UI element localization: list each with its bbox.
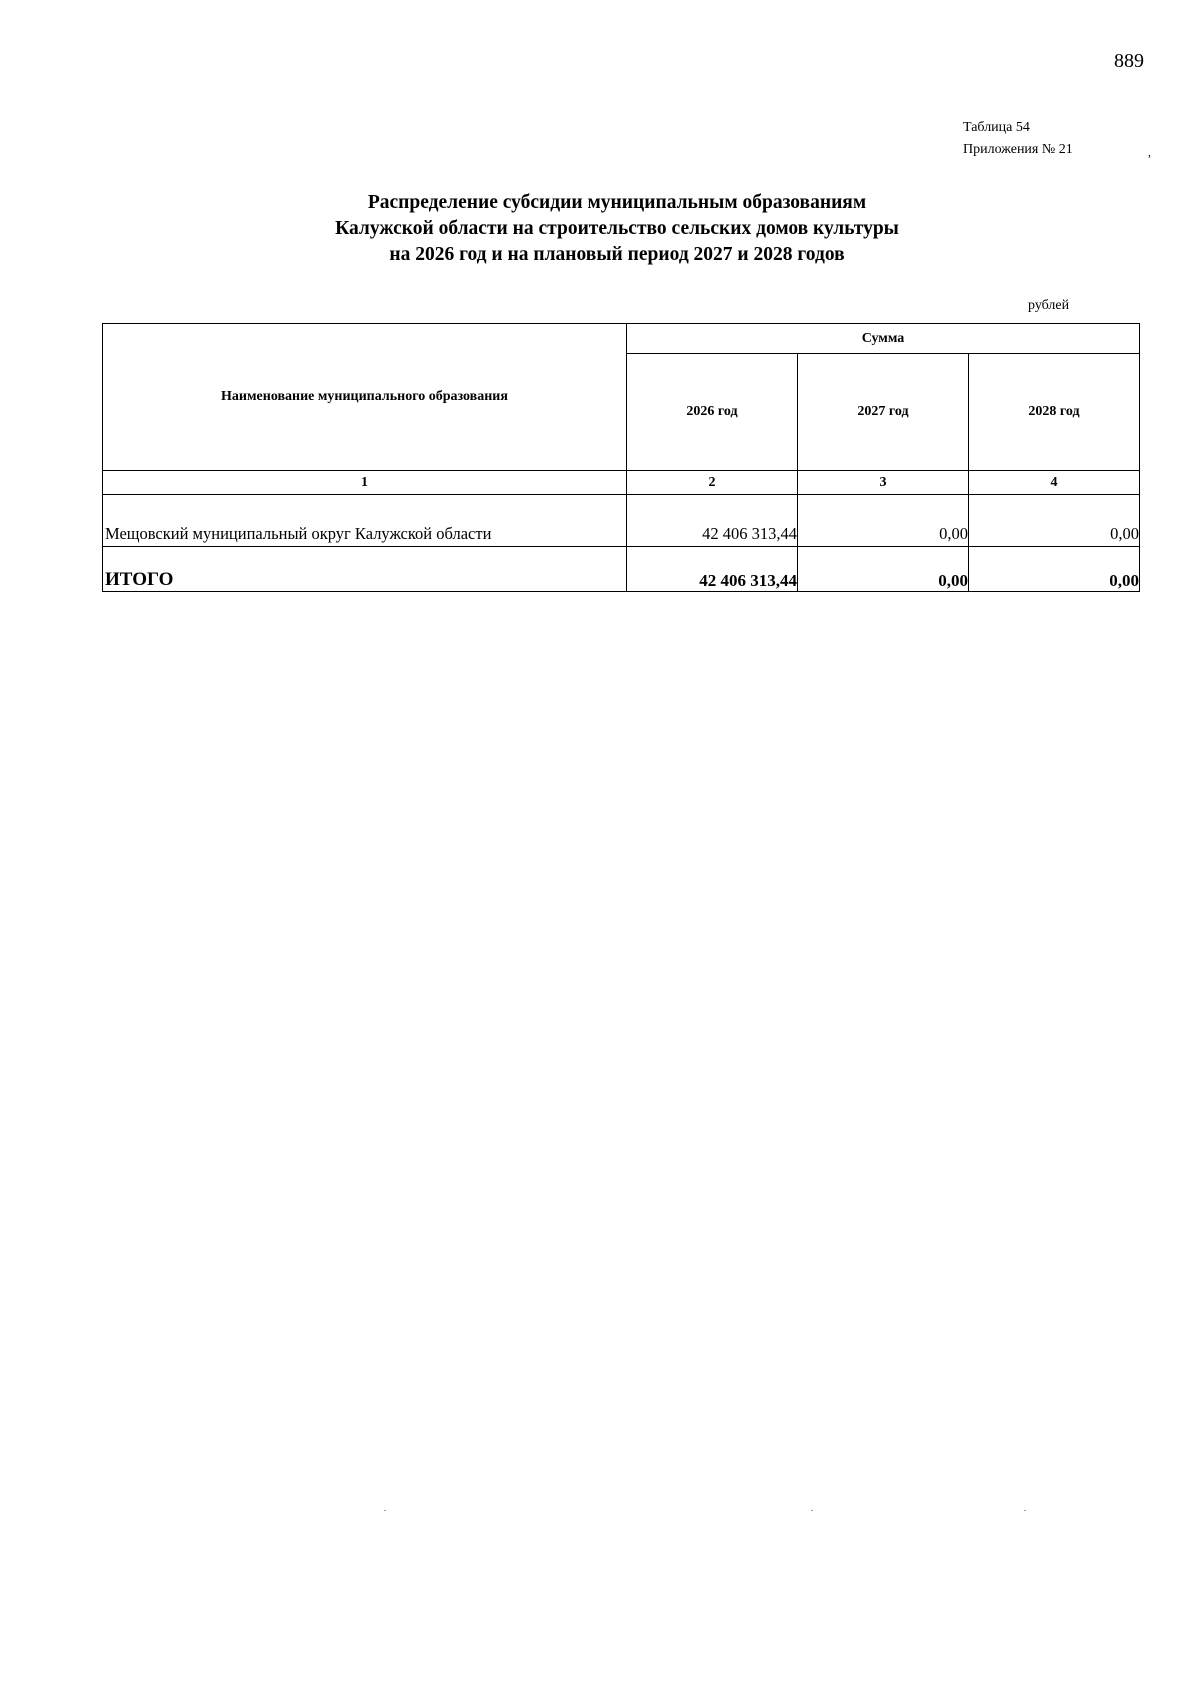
row-value-2027: 0,00 [798, 495, 969, 547]
document-title [0, 190, 1200, 268]
title-line-1: Распределение субсидии муниципальным образованиям [367, 192, 867, 213]
scan-speck [1024, 1510, 1026, 1511]
table-reference-line2: Приложения № 21 [963, 142, 1073, 157]
total-label: ИТОГО [103, 547, 627, 592]
page-number: 889 [1114, 50, 1144, 72]
row-name: Мещовский муниципальный округ Калужской области [103, 495, 627, 547]
scan-speck [811, 1510, 813, 1511]
header-year-2028: 2028 год [969, 354, 1140, 471]
table-row [103, 495, 1140, 547]
header-year-2027: 2027 год [798, 354, 969, 471]
header-sum-cell: Сумма [627, 324, 1140, 354]
column-number-3: 3 [798, 471, 969, 495]
title-line-2: Калужской области на строительство сельских домов культуры [335, 218, 899, 239]
total-row [103, 547, 1140, 592]
total-value-2026: 42 406 313,44 [627, 547, 798, 592]
header-year-2026: 2026 год [627, 354, 798, 471]
column-number-1: 1 [103, 471, 627, 495]
scan-specks [0, 1510, 1200, 1512]
table-reference [963, 117, 1073, 161]
column-number-row [103, 471, 1140, 495]
column-number-2: 2 [627, 471, 798, 495]
column-number-4: 4 [969, 471, 1140, 495]
total-value-2027: 0,00 [798, 547, 969, 592]
row-value-2028: 0,00 [969, 495, 1140, 547]
scan-mark: , [1148, 145, 1151, 159]
header-name-cell: Наименование муниципального образования [103, 324, 627, 471]
row-value-2026: 42 406 313,44 [627, 495, 798, 547]
units-label: рублей [1028, 298, 1070, 313]
header-row-sum [103, 324, 1140, 354]
total-value-2028: 0,00 [969, 547, 1140, 592]
title-line-3: на 2026 год и на плановый период 2027 и 2028 годов [389, 244, 845, 265]
distribution-table [102, 323, 1140, 592]
scan-speck [384, 1510, 386, 1511]
table-reference-line1: Таблица 54 [963, 120, 1030, 135]
